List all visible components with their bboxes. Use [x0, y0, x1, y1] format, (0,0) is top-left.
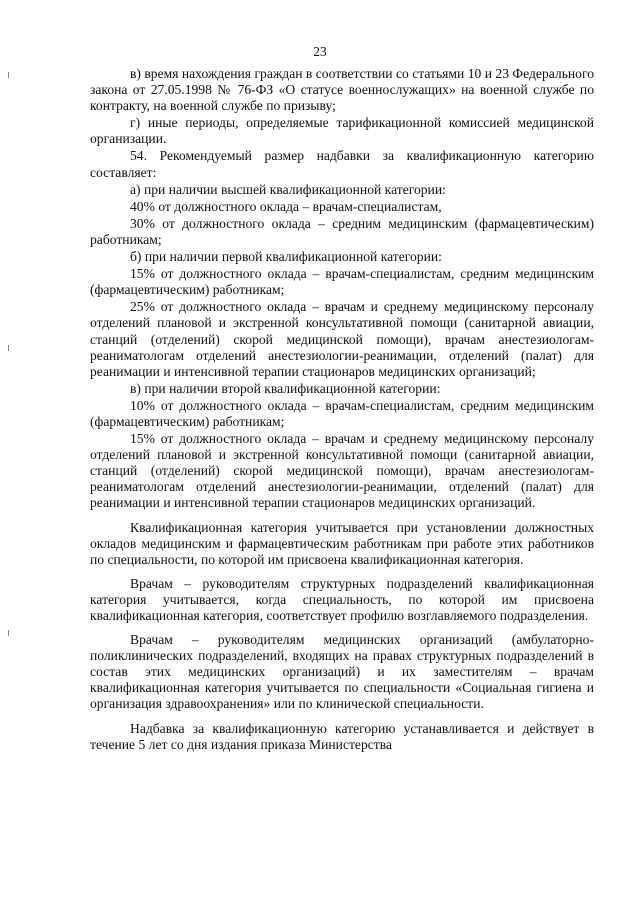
page-number: 23: [313, 44, 327, 59]
paragraph-25-percent: 25% от должностного оклада – врачам и среднему медицинскому персоналу отделений плановой и экстренной консультативной помощи (санитарной авиации, станций (отделений) скорой медицинской помощи), врачам анестезиологам-реаниматологам отделений анестезиологии-реанимации, отделений (палат) для реанимации и интенсивной терапии стационаров медицинских организаций;: [90, 299, 594, 379]
paragraph-30-percent: 30% от должностного оклада – средним медицинским (фармацевтическим) работникам;: [90, 215, 594, 247]
paragraph-highest-category: а) при наличии высшей квалификационной категории:: [130, 181, 446, 197]
paragraph-item-v: в) время нахождения граждан в соответствии со статьями 10 и 23 Федерального закона от 27.05.1998 № 76-ФЗ «О статусе военнослужащих» на военной службе по контракту, на военной службе по призыву;: [90, 66, 594, 114]
paragraph-heads-of-units: Врачам – руководителям структурных подразделений квалификационная категория учитывается, когда специальность, по которой им присвоена квалификационная категория, соответствует профилю возглавляемого подразделения.: [90, 575, 594, 623]
paragraph-heads-of-organizations: Врачам – руководителям медицинских организаций (амбулаторно-поликлинических подразделений, входящих на правах структурных подразделений в состав этих медицинских организаций) и их заместителям – врачам квалификационная категория учитывается по специальности «Социальная гигиена и организация здравоохранения» или по клинической специальности.: [90, 632, 594, 712]
scan-margin-mark: [8, 72, 9, 78]
document-body: [90, 66, 594, 754]
paragraph-allowance-duration: Надбавка за квалификационную категорию устанавливается и действует в течение 5 лет со дня издания приказа Министерства: [90, 720, 594, 752]
paragraph-10-percent: 10% от должностного оклада – врачам-специалистам, средним медицинским (фармацевтическим) работникам;: [90, 397, 594, 429]
scan-margin-mark: [8, 345, 9, 351]
paragraph-54: 54. Рекомендуемый размер надбавки за квалификационную категорию составляет:: [90, 148, 594, 180]
paragraph-15-percent-second: 15% от должностного оклада – врачам и среднему медицинскому персоналу отделений плановой и экстренной консультативной помощи (санитарной авиации, станций (отделений) скорой медицинской помощи), врачам анестезиологам-реаниматологам отделений анестезиологии-реанимации, отделений (палат) для реанимации и интенсивной терапии стационаров медицинских организаций.: [90, 431, 594, 511]
paragraph-15-percent-first: 15% от должностного оклада – врачам-специалистам, средним медицинским (фармацевтическим) работникам;: [90, 266, 594, 298]
paragraph-second-category: в) при наличии второй квалификационной категории:: [130, 380, 441, 396]
paragraph-first-category: б) при наличии первой квалификационной категории:: [130, 249, 442, 265]
paragraph-category-accounting: Квалификационная категория учитывается при установлении должностных окладов медицинским и фармацевтическим работникам при работе этих работников по специальности, по которой им присвоена квалификационная категория.: [90, 519, 594, 567]
paragraph-item-g: г) иные периоды, определяемые тарификационной комиссией медицинской организации.: [90, 115, 594, 147]
paragraph-40-percent: 40% от должностного оклада – врачам-специалистам,: [130, 198, 442, 214]
scan-margin-mark: [8, 630, 9, 636]
